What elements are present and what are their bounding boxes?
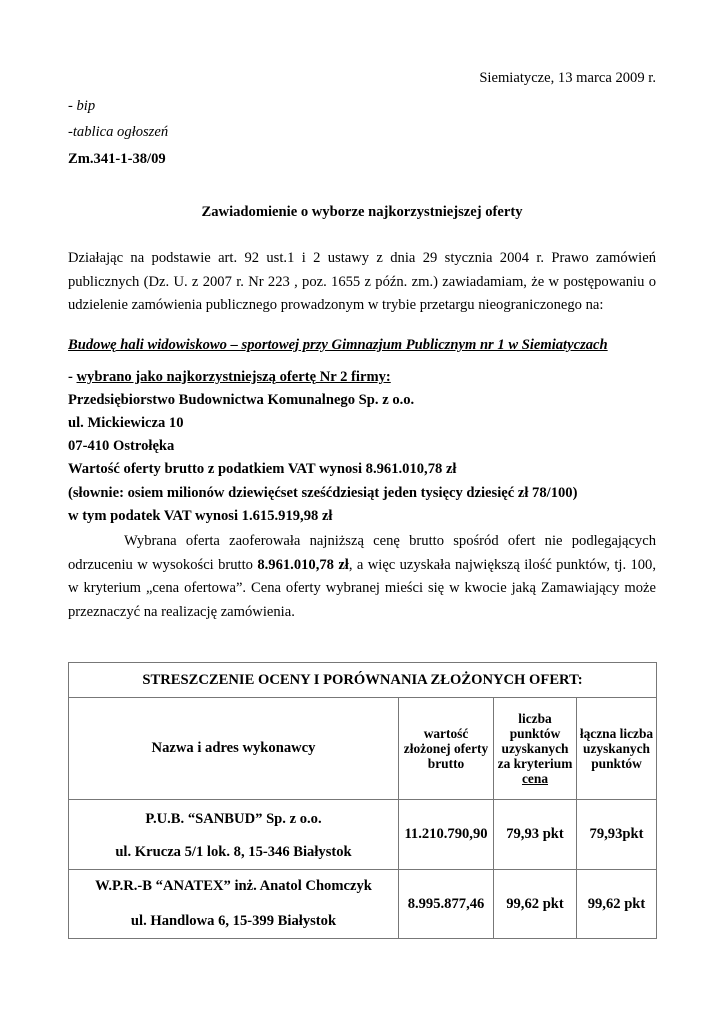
offers-summary-table [68, 662, 657, 939]
contractor-cell [69, 800, 399, 870]
header-points-criterion: cena [521, 771, 549, 786]
document-title: Zawiadomienie o wyborze najkorzystniejszej oferty [201, 204, 523, 220]
justification-paragraph [68, 530, 656, 624]
justification-text-1: Wybrana oferta zaoferowała najniższą cenę brutto spośród ofert nie podlegających odrzuceniu w wysokości brutto [68, 533, 656, 573]
selected-company: Przedsiębiorstwo Budownictwa Komunalnego Sp. z o.o. [68, 392, 415, 408]
offer-value: Wartość oferty brutto z podatkiem VAT wynosi 8.961.010,78 zł [68, 461, 457, 477]
header-contractor: Nazwa i adres wykonawcy [69, 698, 399, 800]
contractor-name: W.P.R.-B “ANATEX” inż. Anatol Chomczyk [95, 878, 372, 894]
header-points-text: liczba punktów uzyskanych za kryterium [497, 711, 573, 771]
header-offer-value: wartość złożonej oferty brutto [399, 698, 494, 800]
reference-number: Zm.341-1-38/09 [68, 151, 166, 167]
header-total-points: łączna liczba uzyskanych punktów [577, 698, 657, 800]
table-title: STRESZCZENIE OCENY I PORÓWNANIA ZŁOŻONYCH OFERT: [69, 663, 657, 698]
selection-heading-text: wybrano jako najkorzystniejszą ofertę Nr 2 firmy: [76, 369, 391, 385]
justification-text-2: , a więc uzyskała największą ilość punktów, tj. 100, w kryterium „cena ofertowa”. Cena oferty wybranej mieści się w kwocie jaką Zamawiający może przeznaczyć na realizację zamówienia. [68, 556, 656, 620]
selected-company-street: ul. Mickiewicza 10 [68, 415, 184, 431]
table-row [69, 800, 657, 870]
selection-heading [68, 369, 391, 386]
selection-dash: - [68, 369, 77, 385]
contractor-address: ul. Handlowa 6, 15-399 Białystok [130, 913, 337, 929]
header-points [494, 698, 577, 800]
tender-subject: Budowę hali widowiskowo – sportowej przy Gimnazjum Publicznym nr 1 w Siemiatyczach [68, 337, 608, 353]
total-cell: 79,93pkt [577, 800, 657, 870]
intro-paragraph: Działając na podstawie art. 92 ust.1 i 2 ustawy z dnia 29 stycznia 2004 r. Prawo zamówień publicznych (Dz. U. z 2007 r. Nr 223 , poz. 1655 z późn. zm.) zawiadamiam, że w postępowaniu o udzielenie zamówienia publicznego prowadzonym w trybie przetargu nieograniczonego na: [68, 250, 656, 313]
offer-value-words: (słownie: osiem milionów dziewięćset sześćdziesiąt jeden tysięcy dziesięć zł 78/100) [68, 485, 578, 501]
total-cell: 99,62 pkt [577, 870, 657, 939]
table-row [69, 870, 657, 939]
points-cell: 99,62 pkt [494, 870, 577, 939]
document-date: Siemiatycze, 13 marca 2009 r. [479, 70, 656, 86]
table-header-row [69, 698, 657, 800]
justification-amount: 8.961.010,78 zł [257, 556, 349, 573]
contractor-cell [69, 870, 399, 939]
offer-vat: w tym podatek VAT wynosi 1.615.919,98 zł [68, 508, 333, 524]
contractor-name: P.U.B. “SANBUD” Sp. z o.o. [145, 810, 322, 827]
points-cell: 79,93 pkt [494, 800, 577, 870]
selected-company-city: 07-410 Ostrołęka [68, 438, 175, 454]
recipient-notice-board: -tablica ogłoszeń [68, 124, 169, 140]
offer-value-cell: 11.210.790,90 [399, 800, 494, 870]
table-title-row [69, 663, 657, 698]
offer-value-cell: 8.995.877,46 [399, 870, 494, 939]
recipient-bip: - bip [68, 98, 96, 114]
contractor-address: ul. Krucza 5/1 lok. 8, 15-346 Białystok [115, 843, 352, 860]
